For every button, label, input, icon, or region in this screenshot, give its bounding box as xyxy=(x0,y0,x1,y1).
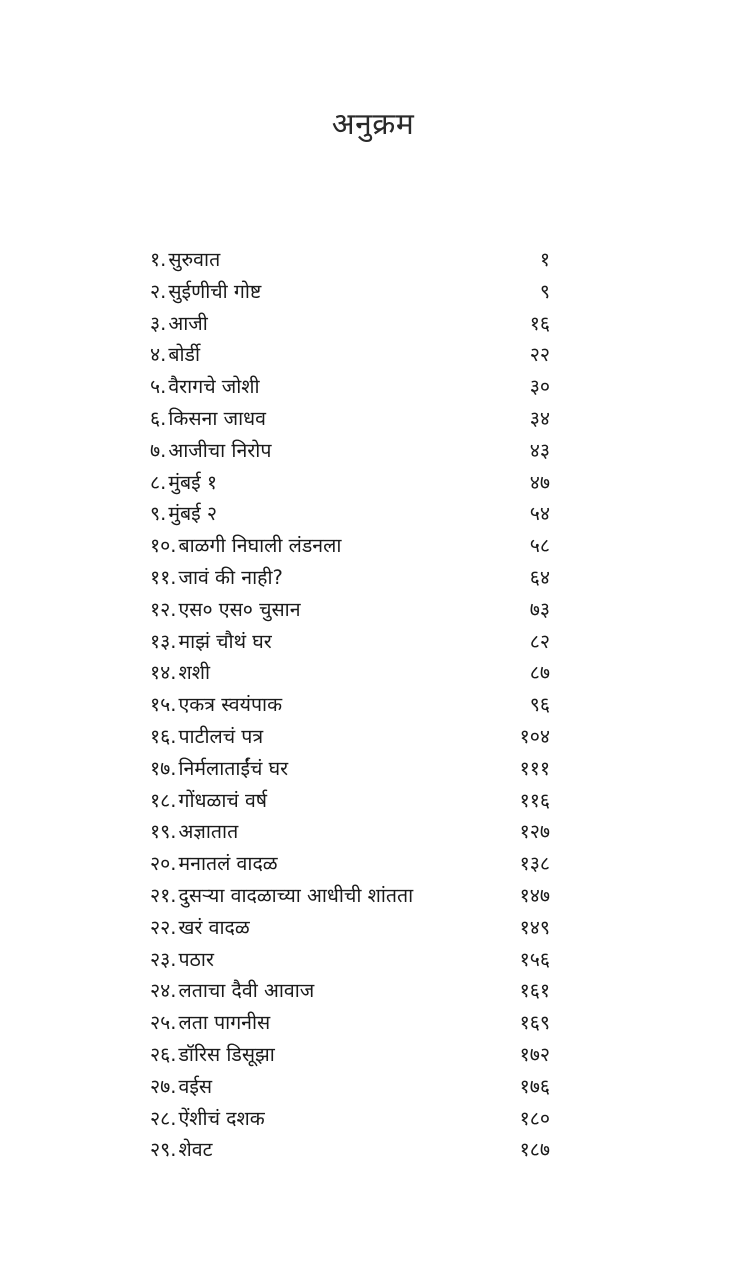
toc-entry-label xyxy=(150,594,301,626)
toc-entry-page-number: १७६ xyxy=(519,1074,550,1098)
toc-entry-page-number: ३४ xyxy=(529,406,550,430)
toc-entry-number: १६. xyxy=(150,724,177,748)
toc-entry-title: माझं चौथं घर xyxy=(178,629,272,653)
toc-entry-page-number: ५४ xyxy=(529,502,550,526)
toc-entry-title: एकत्र स्वयंपाक xyxy=(178,693,283,717)
toc-entry-number: १८. xyxy=(150,788,177,812)
toc-entry xyxy=(150,244,550,276)
toc-entry-title: शशी xyxy=(178,661,211,685)
toc-entry-number: ५. xyxy=(150,375,167,399)
toc-entry-number: ८. xyxy=(150,470,167,494)
toc-entry xyxy=(150,721,550,753)
toc-entry-number: २४. xyxy=(150,979,177,1003)
toc-entry-label xyxy=(150,944,214,976)
toc-entry xyxy=(150,944,550,976)
toc-entry xyxy=(150,530,550,562)
toc-entry xyxy=(150,626,550,658)
page-title: अनुक्रम xyxy=(331,107,415,143)
toc-entry-number: २५. xyxy=(150,1011,177,1035)
toc-entry-label xyxy=(150,626,272,658)
toc-entry-label xyxy=(150,1071,212,1103)
toc-entry-title: लता पागनीस xyxy=(178,1011,271,1035)
toc-entry-number: २३. xyxy=(150,947,177,971)
table-of-contents xyxy=(150,244,550,1166)
toc-entry xyxy=(150,562,550,594)
toc-entry-page-number: १२७ xyxy=(519,820,550,844)
toc-entry-title: किसना जाधव xyxy=(168,406,266,430)
toc-entry-title: वैरागचे जोशी xyxy=(168,375,260,399)
toc-entry-label xyxy=(150,721,263,753)
toc-entry-title: लताचा दैवी आवाज xyxy=(178,979,315,1003)
toc-entry xyxy=(150,467,550,499)
toc-entry-title: आजीचा निरोप xyxy=(168,438,272,462)
toc-entry-page-number: १११ xyxy=(519,756,550,780)
toc-entry xyxy=(150,1134,550,1166)
toc-entry-title: पठार xyxy=(178,947,214,971)
toc-entry-number: २१. xyxy=(150,883,177,907)
toc-entry-page-number: १६ xyxy=(529,311,550,335)
toc-entry-number: ११. xyxy=(150,565,177,589)
toc-entry-number: १७. xyxy=(150,756,177,780)
toc-entry-number: २. xyxy=(150,279,167,303)
toc-entry xyxy=(150,848,550,880)
toc-entry-label xyxy=(150,1134,212,1166)
toc-entry-number: १. xyxy=(150,248,167,271)
toc-entry-title: ऐंशीचं दशक xyxy=(178,1106,265,1130)
toc-entry-number: १५. xyxy=(150,693,177,717)
toc-entry-number: २८. xyxy=(150,1106,177,1130)
toc-entry-page-number: २२ xyxy=(529,343,550,367)
toc-entry xyxy=(150,1071,550,1103)
toc-entry-title: वईस xyxy=(178,1074,213,1098)
toc-entry-number: ६. xyxy=(150,406,167,430)
toc-entry-page-number: ६४ xyxy=(529,565,550,589)
toc-entry-title: जावं की नाही? xyxy=(178,565,283,589)
toc-entry-label xyxy=(150,912,250,944)
toc-entry-number: ९. xyxy=(150,502,167,526)
toc-entry-label xyxy=(150,975,314,1007)
toc-entry-label xyxy=(150,1039,275,1071)
toc-entry-number: १२. xyxy=(150,597,177,621)
toc-entry-page-number: १८७ xyxy=(519,1138,550,1162)
toc-entry-number: २९. xyxy=(150,1138,177,1162)
toc-entry xyxy=(150,308,550,340)
toc-entry-number: २०. xyxy=(150,852,177,876)
toc-entry-label xyxy=(150,403,266,435)
toc-entry-number: १३. xyxy=(150,629,177,653)
toc-entry-page-number: १०४ xyxy=(519,724,550,748)
toc-entry-title: खरं वादळ xyxy=(178,915,250,939)
toc-entry xyxy=(150,435,550,467)
toc-entry xyxy=(150,403,550,435)
toc-entry xyxy=(150,785,550,817)
toc-entry-title: शेवट xyxy=(178,1138,213,1162)
toc-entry-label xyxy=(150,339,200,371)
toc-entry-page-number: ४३ xyxy=(529,438,550,462)
toc-entry-label xyxy=(150,689,282,721)
toc-entry-title: एस० एस० चुसान xyxy=(178,597,301,621)
toc-entry-page-number: ९६ xyxy=(529,693,550,717)
toc-entry-label xyxy=(150,530,341,562)
toc-entry-number: ४. xyxy=(150,343,167,367)
toc-entry-page-number: ८२ xyxy=(529,629,550,653)
toc-entry xyxy=(150,1007,550,1039)
toc-entry-number: २६. xyxy=(150,1042,177,1066)
toc-entry-label xyxy=(150,371,260,403)
toc-entry-page-number: ४७ xyxy=(529,470,550,494)
toc-entry-page-number: ९ xyxy=(539,279,550,303)
toc-entry-label xyxy=(150,562,283,594)
toc-entry-title: मुंबई १ xyxy=(168,470,218,494)
toc-entry-label xyxy=(150,880,413,912)
toc-entry-page-number: १८० xyxy=(519,1106,550,1130)
toc-entry-title: सुरुवात xyxy=(168,248,221,271)
toc-entry xyxy=(150,498,550,530)
toc-entry-page-number: ११६ xyxy=(519,788,550,812)
toc-entry-number: २२. xyxy=(150,915,177,939)
toc-entry-label xyxy=(150,244,220,276)
toc-entry-number: ३. xyxy=(150,311,167,335)
toc-entry-label xyxy=(150,785,267,817)
toc-entry-label xyxy=(150,435,271,467)
toc-entry-label xyxy=(150,276,261,308)
toc-entry xyxy=(150,912,550,944)
toc-entry xyxy=(150,816,550,848)
toc-entry xyxy=(150,880,550,912)
toc-entry xyxy=(150,975,550,1007)
toc-entry xyxy=(150,753,550,785)
toc-entry-page-number: १६१ xyxy=(519,979,550,1003)
toc-entry-label xyxy=(150,1103,265,1135)
toc-entry-title: सुईणीची गोष्ट xyxy=(168,279,262,303)
toc-entry-title: गोंधळाचं वर्ष xyxy=(178,788,268,812)
toc-entry-label xyxy=(150,657,210,689)
toc-entry-page-number: ३० xyxy=(529,375,550,399)
toc-entry-page-number: १७२ xyxy=(519,1042,550,1066)
toc-entry-label xyxy=(150,498,217,530)
toc-entry-title: मनातलं वादळ xyxy=(178,852,278,876)
toc-entry-title: डॉरिस डिसूझा xyxy=(178,1042,275,1066)
toc-entry xyxy=(150,594,550,626)
toc-entry-title: बोर्डी xyxy=(168,343,201,367)
toc-entry-label xyxy=(150,848,278,880)
toc-entry-page-number: ७३ xyxy=(529,597,550,621)
toc-entry-number: १४. xyxy=(150,661,177,685)
toc-entry-title: अज्ञातात xyxy=(178,820,239,844)
toc-entry-label xyxy=(150,467,217,499)
toc-entry xyxy=(150,339,550,371)
toc-entry xyxy=(150,371,550,403)
toc-entry-page-number: १६९ xyxy=(519,1011,550,1035)
toc-entry-label xyxy=(150,308,208,340)
toc-entry xyxy=(150,689,550,721)
toc-entry-page-number: १३८ xyxy=(519,852,550,876)
toc-entry-page-number: १४७ xyxy=(519,883,550,907)
toc-entry-label xyxy=(150,753,288,785)
toc-entry-title: आजी xyxy=(168,311,208,335)
toc-entry-page-number: ८७ xyxy=(529,661,550,685)
toc-entry xyxy=(150,1039,550,1071)
toc-entry-number: १९. xyxy=(150,820,177,844)
toc-entry-label xyxy=(150,1007,270,1039)
toc-entry-label xyxy=(150,816,238,848)
toc-entry xyxy=(150,1103,550,1135)
toc-entry-page-number: ५८ xyxy=(529,534,550,558)
toc-entry xyxy=(150,657,550,689)
toc-entry-number: १०. xyxy=(150,534,177,558)
toc-entry-page-number: १ xyxy=(539,248,550,271)
toc-entry-title: निर्मलाताईंचं घर xyxy=(178,756,289,780)
toc-entry-title: बाळगी निघाली लंडनला xyxy=(178,534,342,558)
toc-entry-page-number: १५६ xyxy=(519,947,550,971)
toc-entry-title: पाटीलचं पत्र xyxy=(178,724,264,748)
toc-entry-number: २७. xyxy=(150,1074,177,1098)
toc-entry-page-number: १४९ xyxy=(519,915,550,939)
toc-entry xyxy=(150,276,550,308)
toc-entry-title: दुसऱ्या वादळाच्या आधीची शांतता xyxy=(178,883,414,907)
toc-entry-title: मुंबई २ xyxy=(168,502,218,526)
toc-entry-number: ७. xyxy=(150,438,167,462)
